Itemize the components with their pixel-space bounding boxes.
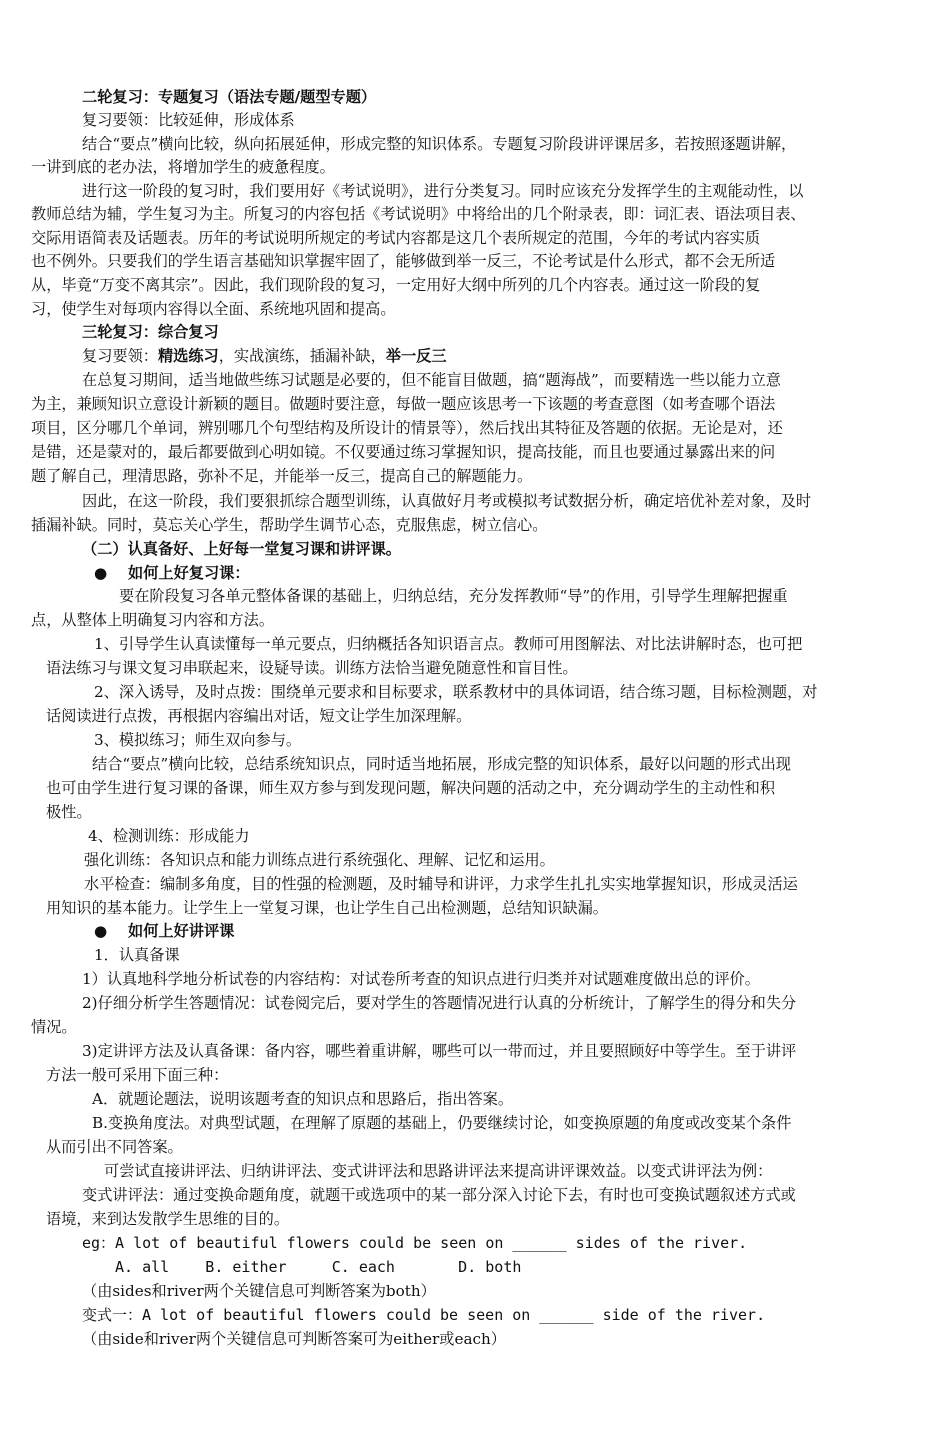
paragraph-line: 话阅读进行点拨，再根据内容编出对话，短文让学生加深理解。 [46,707,472,725]
paragraph-line: 也不例外。只要我们的学生语言基础知识掌握牢固了，能够做到举一反三，不论考试是什么形式，都不会无所适 [31,252,776,270]
example-sentence: eg：A lot of beautiful flowers could be seen on ______ sides of the river. [82,1234,748,1252]
paragraph-line: 也可由学生进行复习课的备课，师生双方参与到发现问题，解决问题的活动之中，充分调动学生的主动性和积 [46,779,775,797]
paragraph-line: 复习要领：比较延伸，形成体系 [82,111,295,129]
paragraph-line: 结合“要点”横向比较，总结系统知识点，同时适当地拓展，形成完整的知识体系，最好以问题的形式出现 [92,755,791,773]
example-options: A. all B. either C. each D. both [115,1258,522,1276]
paragraph-line: 强化训练：各知识点和能力训练点进行系统强化、理解、记忆和运用。 [84,851,555,869]
paragraph-line: 情况。 [31,1018,77,1036]
paragraph-line: 进行这一阶段的复习时，我们要用好《考试说明》，进行分类复习。同时应该充分发挥学生的主观能动性，以 [82,182,804,200]
subheading-feedback-class: 如何上好讲评课 [128,922,235,940]
paragraph-line: 题了解自己，理清思路，弥补不足，并能举一反三，提高自己的解题能力。 [31,467,533,485]
paragraph-line: 1、引导学生认真读懂每一单元要点，归纳概括各知识语言点。教师可用图解法、对比法讲解时态，也可把 [94,635,803,653]
example-note: （由sides和river两个关键信息可判断答案为both） [82,1282,436,1300]
paragraph-line: 语境，来到达发散学生思维的目的。 [46,1210,289,1228]
paragraph-line: A．就题论题法，说明该题考查的知识点和思路后，指出答案。 [92,1090,514,1108]
paragraph-line: 结合“要点”横向比较，纵向拓展延伸，形成完整的知识体系。专题复习阶段讲评课居多，若按照逐题讲解， [82,135,797,153]
paragraph-line: 在总复习期间，适当地做些练习试题是必要的，但不能盲目做题，搞“题海战”，而要精选一些以能力立意 [82,371,781,389]
paragraph-line: 1．认真备课 [94,946,180,964]
paragraph-line [82,345,447,368]
paragraph-line: 可尝试直接讲评法、归纳讲评法、变式讲评法和思路讲评法来提高讲评课效益。以变式讲评法为例： [104,1162,773,1180]
paragraph-line: 为主，兼顾知识立意设计新颖的题目。做题时要注意，每做一题应该思考一下该题的考查意图（如考查哪个语法 [31,395,776,413]
paragraph-line: 3、模拟练习；师生双向参与。 [94,731,302,749]
paragraph-line: 点，从整体上明确复习内容和方法。 [31,611,274,629]
paragraph-line: B.变换角度法。对典型试题，在理解了原题的基础上，仍要继续讨论，如变换原题的角度或改变某个条件 [92,1114,792,1132]
paragraph-line: 变式讲评法：通过变换命题角度，就题干或选项中的某一部分深入讨论下去，有时也可变换试题叙述方式或 [82,1186,796,1204]
paragraph-line: 习，使学生对每项内容得以全面、系统地巩固和提高。 [31,300,396,318]
paragraph-line: 从而引出不同答案。 [46,1138,183,1156]
paragraph-line: 2、深入诱导，及时点拨：围绕单元要求和目标要求，联系教材中的具体词语，结合练习题，目标检测题，对 [94,683,818,701]
plain-text: ，实战演练，插漏补缺， [218,347,386,365]
variant-note: （由side和river两个关键信息可判断答案可为either或each） [82,1330,506,1348]
paragraph-line: 插漏补缺。同时，莫忘关心学生，帮助学生调节心态，克服焦虑，树立信心。 [31,516,548,534]
paragraph-line: 4、检测训练：形成能力 [88,827,250,845]
bullet-icon: ● [94,564,108,582]
subheading-review-class: 如何上好复习课： [128,564,250,582]
heading-round-three: 三轮复习：综合复习 [82,323,219,341]
paragraph-line: 项目，区分哪几个单词，辨别哪几个句型结构及所设计的情景等），然后找出其特征及答题的依据。无论是对，还 [31,419,783,437]
paragraph-line: 用知识的基本能力。让学生上一堂复习课，也让学生自己出检测题，总结知识缺漏。 [46,899,608,917]
label-text: 复习要领： [82,347,158,365]
bullet-icon: ● [94,922,108,940]
paragraph-line: 一讲到底的老办法，将增加学生的疲惫程度。 [31,158,335,176]
section-heading-two: （二）认真备好、上好每一堂复习课和讲评课。 [82,540,401,558]
paragraph-line: 3)定讲评方法及认真备课：备内容，哪些着重讲解，哪些可以一带而过，并且要照顾好中等学生。至于讲评 [82,1042,797,1060]
emphasis-text: 精选练习 [157,347,219,365]
paragraph-line: 语法练习与课文复习串联起来，设疑导读。训练方法恰当避免随意性和盲目性。 [46,659,578,677]
paragraph-line: 水平检查：编制多角度，目的性强的检测题，及时辅导和讲评，力求学生扎扎实实地掌握知识，形成灵活运 [84,875,798,893]
paragraph-line: 从，毕竟“万变不离其宗”。因此，我们现阶段的复习，一定用好大纲中所列的几个内容表。通过这一阶段的复 [31,276,761,294]
paragraph-line: 因此，在这一阶段，我们要狠抓综合题型训练，认真做好月考或模拟考试数据分析，确定培优补差对象，及时 [82,492,811,510]
paragraph-line: 教师总结为辅，学生复习为主。所复习的内容包括《考试说明》中将给出的几个附录表，即：词汇表、语法项目表、 [31,205,806,223]
paragraph-line: 是错，还是蒙对的，最后都要做到心明如镜。不仅要通过练习掌握知识，提高技能，而且也要通过暴露出来的问 [31,443,776,461]
paragraph-line: 要在阶段复习各单元整体备课的基础上，归纳总结，充分发挥教师“导”的作用，引导学生理解把握重 [119,587,788,605]
paragraph-line: 交际用语简表及话题表。历年的考试说明所规定的考试内容都是这几个表所规定的范围，今年的考试内容实质 [31,229,760,247]
paragraph-line: 1）认真地科学地分析试卷的内容结构：对试卷所考查的知识点进行归类并对试题难度做出总的评价。 [82,970,760,988]
paragraph-line: 2)仔细分析学生答题情况：试卷阅完后，要对学生的答题情况进行认真的分析统计，了解学生的得分和失分 [82,994,797,1012]
paragraph-line: 方法一般可采用下面三种： [46,1066,229,1084]
variant-sentence: 变式一：A lot of beautiful flowers could be seen on ______ side of the river. [82,1306,766,1324]
heading-round-two: 二轮复习：专题复习（语法专题/题型专题） [82,88,377,106]
paragraph-line: 极性。 [46,803,92,821]
emphasis-text: 举一反三 [385,347,447,365]
